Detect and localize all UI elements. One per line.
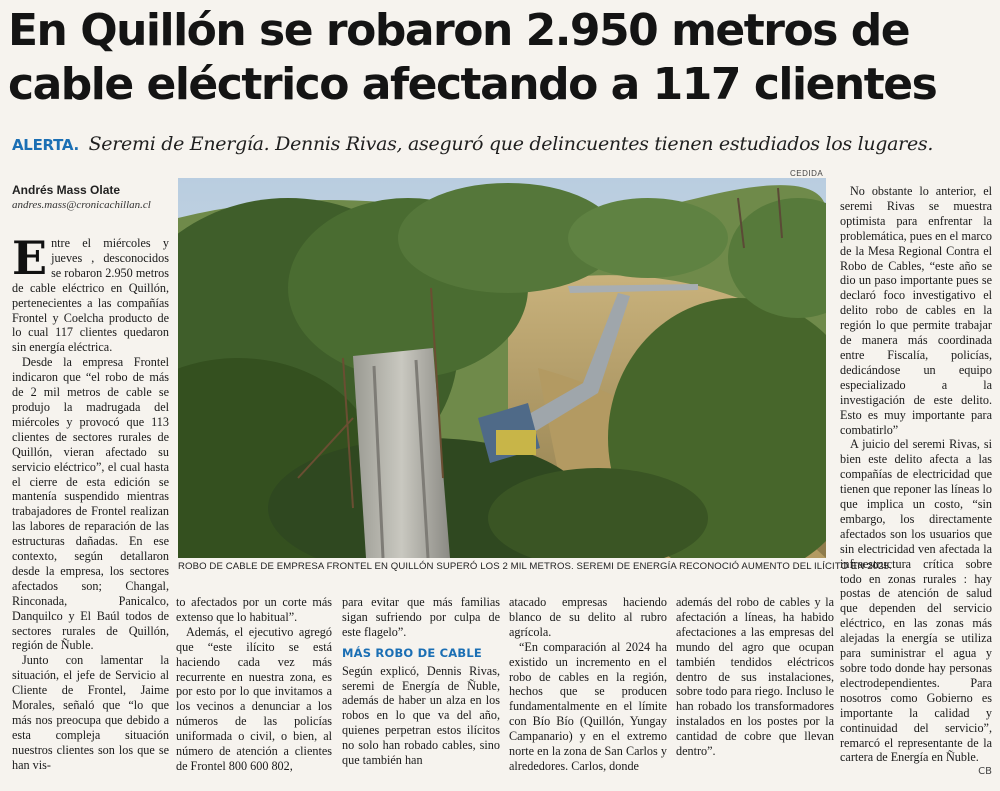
body-column-2 xyxy=(176,595,332,774)
byline-author: Andrés Mass Olate xyxy=(12,183,121,197)
deck xyxy=(12,131,997,158)
headline-line-2: cable eléctrico afectando a 117 clientes xyxy=(8,59,937,110)
deck-kicker: ALERTA. xyxy=(12,136,79,154)
paragraph-lead xyxy=(12,231,169,355)
headline xyxy=(8,4,998,112)
body-column-3 xyxy=(342,595,500,768)
byline-email[interactable]: andres.mass@cronicachillan.cl xyxy=(12,199,151,211)
paragraph: A juicio del seremi Rivas, si bien este delito afecta a las compañías de electricidad que tienen que reponer las líneas lo que implica un costo, “sin embargo, los directamente afectados son los usuarios que sin electricidad ven afectada la infraestructura crítica sobre todo en zonas rurales : hay postas de atención de salud que dependen del servicio eléctrico, en las zonas más alejadas la energía se utiliza para suministrar el agua y sobre todo donde hay personas electrodependientes. Para nosotros como Gobierno es importante la calidad y continuidad del servicio”, remarcó el representante de la cartera de Energía en Ñuble. xyxy=(840,437,992,765)
subhead: MÁS ROBO DE CABLE xyxy=(342,645,482,660)
paragraph-lead-text: ntre el miércoles y jueves , desconocidos se robaron 2.950 metros de cable eléctrico en Quillón, pertenecientes a las compañías Frontel y Coelcha producto de lo cual 117 clientes quedaron sin energía eléctrica. xyxy=(12,236,169,355)
paragraph: to afectados por un corte más extenso que lo habitual”. xyxy=(176,595,332,624)
headline-line-1: En Quillón se robaron 2.950 metros de xyxy=(8,5,910,56)
body-column-1 xyxy=(12,231,169,773)
paragraph: atacado empresas haciendo blanco de su delito al rubro agrícola. xyxy=(509,595,667,639)
photo-caption: ROBO DE CABLE DE EMPRESA FRONTEL EN QUILLÓN SUPERÓ LOS 2 MIL METROS. SEREMI DE ENERGÍA RECONOCIÓ AUMENTO DEL ILÍCITO EN 2025. xyxy=(178,561,892,572)
paragraph: Junto con lamentar la situación, el jefe de Servicio al Cliente de Frontel, Jaime Morales, señaló que “lo que más nos preocupa que debido a esta compleja situación nuestros clientes son los que se han vis- xyxy=(12,653,169,772)
body-column-4 xyxy=(509,595,667,774)
deck-text: Seremi de Energía. Dennis Rivas, aseguró que delincuentes tienen estudiados los lugares. xyxy=(88,133,934,155)
paragraph: Desde la empresa Frontel indicaron que “el robo de más de 2 mil metros de cable se produjo la madrugada del miércoles y provocó que 113 clientes de sectores rurales de Quillón, vieran afectado su servicio eléctrico”, el cual hasta el cierre de esta edición se mantenía suspendido mientras trabajadores de Frontel realizan las labores de reparación de las estructuras dañadas. En ese contexto, según detallaron desde la empresa, los sectores afectados son; Changal, Rinconada, Panicalco, Danquilco y El Baúl todos de sectores rurales de Quillón, región de Ñuble. xyxy=(12,355,169,653)
body-column-6 xyxy=(840,184,992,780)
paragraph: No obstante lo anterior, el seremi Rivas se muestra optimista para enfrentar la problemática, pues en el marco de la Mesa Regional Contra el Robo de Cables, “este año se dio un paso importante pues se declaró foco investigativo el delito robo de cables en la región lo que permite trabajar de manera más coordinada entre Fiscalía, policías, dedicándose un equipo especializado a la investigación de este delito. Esto es muy importante para combatirlo” xyxy=(840,184,992,437)
body-column-5 xyxy=(676,595,834,759)
paragraph: Además, el ejecutivo agregó que “este ilícito se está haciendo cada vez más recurrente en nuestra zona, es por esto por lo que invitamos a los vecinos a denunciar a los números de las policías uniformada o civil, o bien, al número de atención a clientes de Frontel 800 600 802, xyxy=(176,624,332,773)
news-photo xyxy=(178,178,826,558)
paragraph: “En comparación al 2024 ha existido un incremento en el robo de cables en la región, hechos que se producen fundamentalmente en el límite con Bío Bío (Quillón, Yungay Campanario) y en el extremo norte en la zona de San Carlos y alrededores. Carlos, donde xyxy=(509,639,667,773)
photo-illustration xyxy=(178,178,826,558)
paragraph: Según explicó, Dennis Rivas, seremi de Energía de Ñuble, además de haber un alza en los robos en lo que va del año, quienes perpetran estos ilícitos no solo han robado cables, sino que también han xyxy=(342,663,500,768)
end-mark: CB xyxy=(978,766,992,778)
paragraph: además del robo de cables y la afectación a líneas, ha habido afectaciones a las empresas del mundo del agro que ocupan también tendidos eléctricos dentro de sus instalaciones, sobre todo para riego. Incluso le han robado los transformadores instalados en los postes por la cantidad de cobre que llevan dentro”. xyxy=(676,595,834,759)
dropcap: E xyxy=(12,231,48,285)
photo-credit: CEDIDA xyxy=(790,169,824,178)
paragraph: para evitar que más familias sigan sufriendo por culpa de este flagelo”. xyxy=(342,595,500,639)
